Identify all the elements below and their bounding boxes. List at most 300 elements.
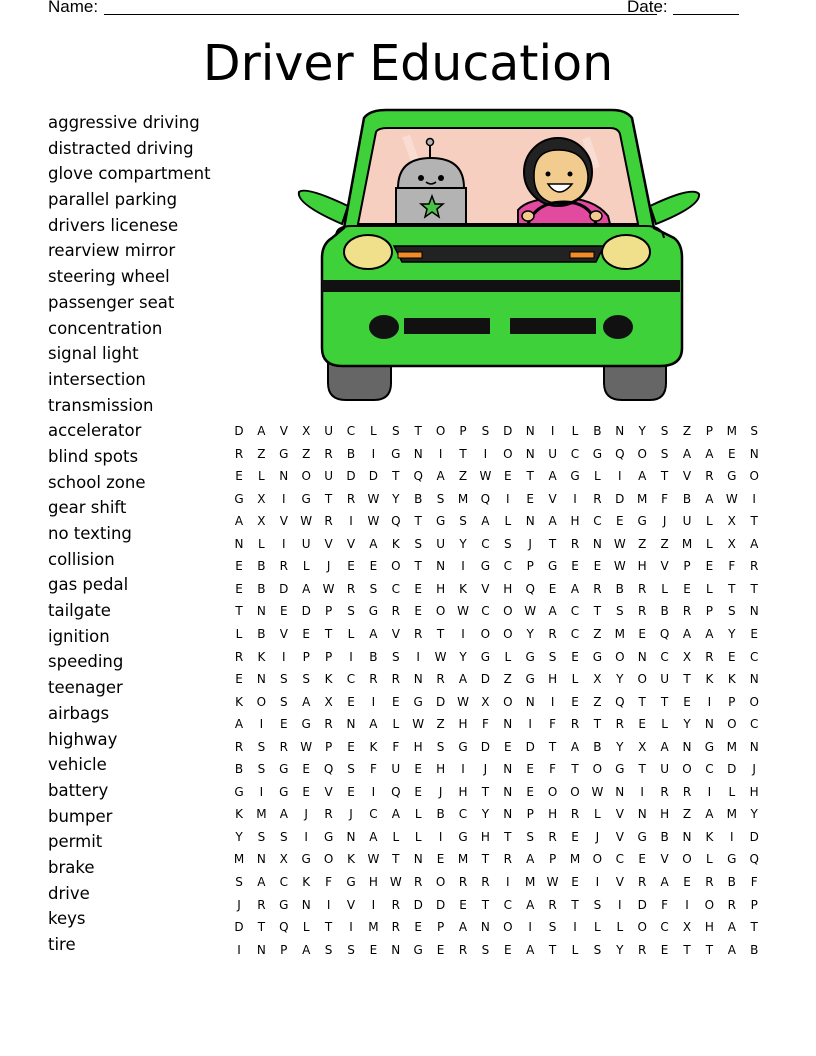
- grid-letter[interactable]: A: [481, 514, 490, 529]
- grid-letter[interactable]: N: [525, 514, 535, 529]
- grid-letter[interactable]: C: [346, 672, 356, 687]
- grid-letter[interactable]: V: [548, 491, 557, 506]
- grid-letter[interactable]: I: [349, 649, 353, 664]
- grid-letter[interactable]: C: [481, 604, 490, 619]
- grid-letter[interactable]: Q: [391, 784, 401, 799]
- grid-letter[interactable]: S: [279, 672, 288, 687]
- grid-letter[interactable]: E: [683, 694, 691, 709]
- grid-letter[interactable]: V: [279, 424, 288, 438]
- grid-letter[interactable]: E: [750, 626, 758, 641]
- grid-letter[interactable]: R: [481, 875, 490, 889]
- grid-letter[interactable]: M: [726, 424, 737, 438]
- grid-letter[interactable]: W: [434, 649, 447, 664]
- grid-letter[interactable]: H: [704, 920, 714, 935]
- grid-letter[interactable]: R: [705, 649, 714, 664]
- grid-letter[interactable]: R: [638, 581, 647, 596]
- grid-letter[interactable]: F: [481, 717, 489, 732]
- grid-letter[interactable]: G: [592, 649, 603, 664]
- grid-letter[interactable]: B: [369, 649, 378, 664]
- grid-letter[interactable]: R: [638, 604, 647, 619]
- grid-letter[interactable]: T: [571, 897, 579, 912]
- grid-letter[interactable]: O: [503, 626, 513, 641]
- grid-letter[interactable]: C: [346, 424, 356, 438]
- grid-letter[interactable]: K: [369, 739, 378, 754]
- grid-letter[interactable]: Q: [659, 626, 670, 641]
- grid-letter[interactable]: G: [279, 446, 289, 461]
- grid-letter[interactable]: N: [413, 852, 423, 867]
- grid-letter[interactable]: E: [302, 784, 310, 799]
- grid-letter[interactable]: E: [593, 559, 602, 574]
- grid-letter[interactable]: E: [638, 717, 646, 732]
- grid-letter[interactable]: X: [727, 536, 736, 551]
- grid-letter[interactable]: F: [728, 559, 736, 574]
- grid-letter[interactable]: O: [301, 469, 311, 484]
- grid-letter[interactable]: E: [302, 626, 310, 641]
- grid-letter[interactable]: D: [525, 739, 535, 754]
- grid-letter[interactable]: Z: [302, 446, 311, 461]
- grid-letter[interactable]: M: [614, 626, 625, 641]
- grid-letter[interactable]: E: [302, 762, 310, 777]
- grid-letter[interactable]: N: [256, 852, 266, 867]
- grid-letter[interactable]: J: [483, 762, 488, 777]
- grid-letter[interactable]: A: [727, 942, 736, 957]
- grid-letter[interactable]: I: [506, 875, 510, 889]
- grid-letter[interactable]: E: [347, 694, 355, 709]
- grid-letter[interactable]: U: [324, 424, 333, 438]
- grid-letter[interactable]: O: [435, 604, 446, 619]
- name-field[interactable]: [104, 14, 657, 15]
- grid-letter[interactable]: R: [660, 784, 669, 799]
- grid-letter[interactable]: A: [750, 536, 759, 551]
- grid-letter[interactable]: G: [727, 852, 737, 867]
- grid-letter[interactable]: I: [528, 717, 532, 732]
- grid-letter[interactable]: D: [368, 469, 379, 484]
- grid-letter[interactable]: L: [706, 852, 713, 867]
- grid-letter[interactable]: I: [461, 559, 465, 574]
- grid-letter[interactable]: P: [459, 424, 467, 438]
- grid-letter[interactable]: R: [324, 807, 333, 822]
- grid-letter[interactable]: K: [347, 852, 355, 867]
- grid-letter[interactable]: G: [570, 469, 580, 484]
- grid-letter[interactable]: U: [436, 536, 445, 551]
- grid-letter[interactable]: O: [682, 852, 692, 867]
- grid-letter[interactable]: B: [615, 581, 624, 596]
- grid-letter[interactable]: T: [324, 920, 333, 935]
- grid-letter[interactable]: A: [436, 469, 445, 484]
- grid-letter[interactable]: A: [705, 491, 714, 506]
- grid-letter[interactable]: L: [504, 514, 512, 529]
- grid-letter[interactable]: R: [324, 717, 333, 732]
- grid-letter[interactable]: Z: [638, 536, 647, 551]
- grid-letter[interactable]: G: [435, 514, 446, 529]
- grid-letter[interactable]: L: [706, 514, 713, 529]
- grid-letter[interactable]: G: [615, 762, 625, 777]
- grid-letter[interactable]: Y: [459, 649, 467, 664]
- grid-letter[interactable]: V: [279, 626, 288, 641]
- grid-letter[interactable]: T: [728, 581, 736, 596]
- grid-letter[interactable]: L: [414, 807, 422, 822]
- grid-letter[interactable]: T: [660, 694, 669, 709]
- grid-letter[interactable]: N: [749, 739, 759, 754]
- grid-letter[interactable]: E: [728, 649, 736, 664]
- grid-letter[interactable]: T: [392, 469, 400, 484]
- grid-letter[interactable]: S: [593, 897, 602, 912]
- grid-letter[interactable]: Z: [593, 694, 602, 709]
- grid-letter[interactable]: N: [615, 784, 625, 799]
- grid-letter[interactable]: R: [391, 897, 400, 912]
- grid-letter[interactable]: X: [324, 694, 333, 709]
- grid-letter[interactable]: D: [301, 604, 311, 619]
- grid-letter[interactable]: N: [301, 897, 311, 912]
- grid-letter[interactable]: R: [548, 829, 557, 844]
- grid-letter[interactable]: L: [661, 717, 668, 732]
- grid-letter[interactable]: A: [570, 739, 580, 754]
- grid-letter[interactable]: A: [682, 446, 692, 461]
- grid-letter[interactable]: C: [593, 514, 602, 529]
- grid-letter[interactable]: Z: [436, 717, 445, 732]
- grid-letter[interactable]: P: [526, 807, 534, 822]
- grid-letter[interactable]: T: [392, 852, 400, 867]
- grid-letter[interactable]: O: [682, 762, 692, 777]
- grid-letter[interactable]: O: [503, 446, 513, 461]
- grid-letter[interactable]: N: [637, 807, 647, 822]
- grid-letter[interactable]: M: [726, 739, 737, 754]
- grid-letter[interactable]: A: [234, 514, 244, 529]
- grid-letter[interactable]: B: [234, 762, 244, 777]
- grid-letter[interactable]: I: [640, 784, 644, 799]
- grid-letter[interactable]: A: [369, 717, 378, 732]
- grid-letter[interactable]: E: [347, 739, 355, 754]
- grid-letter[interactable]: R: [548, 626, 557, 641]
- grid-letter[interactable]: I: [483, 446, 488, 461]
- grid-letter[interactable]: G: [547, 559, 558, 574]
- grid-letter[interactable]: N: [346, 717, 356, 732]
- grid-letter[interactable]: A: [391, 807, 400, 822]
- grid-letter[interactable]: T: [481, 852, 490, 867]
- grid-letter[interactable]: G: [323, 829, 334, 844]
- grid-letter[interactable]: I: [752, 491, 756, 506]
- grid-letter[interactable]: M: [569, 852, 581, 867]
- grid-letter[interactable]: J: [528, 536, 532, 551]
- grid-letter[interactable]: I: [282, 536, 286, 551]
- grid-letter[interactable]: B: [682, 491, 692, 506]
- grid-letter[interactable]: G: [301, 491, 311, 506]
- grid-letter[interactable]: I: [528, 920, 532, 935]
- grid-letter[interactable]: R: [682, 784, 692, 799]
- grid-letter[interactable]: N: [525, 446, 535, 461]
- grid-letter[interactable]: S: [257, 829, 266, 844]
- grid-letter[interactable]: L: [661, 581, 668, 596]
- grid-letter[interactable]: B: [727, 875, 736, 889]
- grid-letter[interactable]: V: [660, 559, 669, 574]
- grid-letter[interactable]: G: [480, 649, 491, 664]
- grid-letter[interactable]: D: [480, 672, 491, 687]
- grid-letter[interactable]: K: [235, 694, 243, 709]
- grid-letter[interactable]: X: [593, 672, 602, 687]
- grid-letter[interactable]: C: [570, 626, 580, 641]
- grid-letter[interactable]: Q: [413, 469, 423, 484]
- grid-letter[interactable]: H: [548, 672, 558, 687]
- grid-letter[interactable]: S: [750, 424, 758, 438]
- grid-letter[interactable]: Y: [616, 739, 624, 754]
- grid-letter[interactable]: W: [524, 604, 537, 619]
- grid-letter[interactable]: R: [436, 672, 445, 687]
- grid-letter[interactable]: A: [526, 942, 535, 957]
- grid-letter[interactable]: N: [615, 424, 625, 438]
- grid-letter[interactable]: S: [727, 604, 736, 619]
- grid-letter[interactable]: E: [638, 852, 646, 867]
- grid-letter[interactable]: S: [660, 446, 669, 461]
- grid-letter[interactable]: Q: [279, 920, 289, 935]
- grid-letter[interactable]: G: [413, 694, 423, 709]
- grid-letter[interactable]: N: [704, 717, 714, 732]
- grid-letter[interactable]: Z: [682, 807, 692, 822]
- grid-letter[interactable]: I: [304, 829, 308, 844]
- grid-letter[interactable]: D: [435, 694, 446, 709]
- grid-letter[interactable]: I: [618, 469, 622, 484]
- grid-letter[interactable]: Q: [615, 694, 625, 709]
- grid-letter[interactable]: B: [414, 491, 423, 506]
- grid-letter[interactable]: R: [234, 649, 244, 664]
- grid-letter[interactable]: E: [728, 446, 736, 461]
- grid-letter[interactable]: T: [705, 942, 714, 957]
- grid-letter[interactable]: G: [391, 446, 401, 461]
- grid-letter[interactable]: T: [660, 469, 669, 484]
- grid-letter[interactable]: V: [615, 807, 624, 822]
- grid-letter[interactable]: S: [279, 829, 288, 844]
- grid-letter[interactable]: Q: [749, 852, 759, 867]
- grid-letter[interactable]: A: [369, 536, 378, 551]
- grid-letter[interactable]: N: [234, 536, 244, 551]
- grid-letter[interactable]: M: [256, 807, 267, 822]
- grid-letter[interactable]: L: [347, 626, 355, 641]
- grid-letter[interactable]: T: [750, 581, 758, 596]
- grid-letter[interactable]: H: [413, 739, 423, 754]
- grid-letter[interactable]: A: [257, 424, 266, 438]
- grid-letter[interactable]: G: [458, 829, 468, 844]
- grid-letter[interactable]: X: [682, 649, 692, 664]
- grid-letter[interactable]: E: [660, 942, 669, 957]
- grid-letter[interactable]: Q: [615, 446, 625, 461]
- grid-letter[interactable]: G: [234, 491, 244, 506]
- grid-letter[interactable]: A: [279, 807, 288, 822]
- grid-letter[interactable]: R: [727, 897, 736, 912]
- grid-letter[interactable]: S: [391, 424, 400, 438]
- grid-letter[interactable]: I: [438, 446, 443, 461]
- grid-letter[interactable]: I: [326, 897, 331, 912]
- grid-letter[interactable]: I: [371, 446, 376, 461]
- grid-letter[interactable]: U: [660, 672, 669, 687]
- grid-letter[interactable]: W: [367, 852, 380, 867]
- grid-letter[interactable]: P: [705, 604, 714, 619]
- grid-letter[interactable]: P: [436, 920, 445, 935]
- grid-letter[interactable]: L: [571, 672, 579, 687]
- grid-letter[interactable]: E: [235, 469, 243, 484]
- grid-letter[interactable]: S: [548, 649, 557, 664]
- grid-letter[interactable]: T: [436, 626, 445, 641]
- grid-letter[interactable]: U: [548, 446, 557, 461]
- grid-letter[interactable]: F: [549, 717, 557, 732]
- grid-letter[interactable]: W: [367, 514, 380, 529]
- grid-letter[interactable]: B: [660, 604, 669, 619]
- grid-letter[interactable]: C: [615, 852, 624, 867]
- grid-letter[interactable]: K: [391, 536, 400, 551]
- grid-letter[interactable]: E: [392, 694, 400, 709]
- grid-letter[interactable]: R: [593, 581, 602, 596]
- grid-letter[interactable]: N: [637, 649, 647, 664]
- grid-letter[interactable]: P: [705, 424, 714, 438]
- grid-letter[interactable]: R: [503, 852, 512, 867]
- grid-letter[interactable]: I: [371, 897, 376, 912]
- grid-letter[interactable]: W: [367, 491, 380, 506]
- grid-letter[interactable]: Z: [503, 672, 512, 687]
- grid-letter[interactable]: H: [749, 784, 759, 799]
- grid-letter[interactable]: F: [750, 875, 758, 889]
- grid-letter[interactable]: V: [324, 536, 333, 551]
- grid-letter[interactable]: E: [504, 942, 512, 957]
- grid-letter[interactable]: T: [324, 491, 333, 506]
- grid-letter[interactable]: R: [458, 942, 468, 957]
- grid-letter[interactable]: E: [548, 581, 557, 596]
- grid-letter[interactable]: N: [256, 604, 266, 619]
- grid-letter[interactable]: E: [369, 559, 378, 574]
- grid-letter[interactable]: M: [368, 920, 379, 935]
- grid-letter[interactable]: S: [593, 942, 602, 957]
- grid-letter[interactable]: M: [637, 491, 648, 506]
- grid-letter[interactable]: H: [458, 717, 468, 732]
- grid-letter[interactable]: W: [457, 604, 469, 619]
- grid-letter[interactable]: Z: [593, 626, 602, 641]
- grid-letter[interactable]: T: [750, 920, 758, 935]
- grid-letter[interactable]: A: [302, 581, 311, 596]
- grid-letter[interactable]: B: [257, 559, 266, 574]
- grid-letter[interactable]: K: [459, 581, 467, 596]
- grid-letter[interactable]: D: [727, 762, 737, 777]
- grid-letter[interactable]: X: [279, 852, 288, 867]
- grid-letter[interactable]: N: [256, 942, 266, 957]
- grid-letter[interactable]: V: [682, 469, 692, 484]
- grid-letter[interactable]: S: [548, 920, 557, 935]
- grid-letter[interactable]: A: [526, 897, 535, 912]
- grid-letter[interactable]: I: [282, 491, 286, 506]
- grid-letter[interactable]: T: [257, 920, 266, 935]
- grid-letter[interactable]: N: [413, 672, 423, 687]
- grid-letter[interactable]: C: [660, 649, 669, 664]
- grid-letter[interactable]: L: [392, 717, 400, 732]
- grid-letter[interactable]: P: [280, 942, 288, 957]
- grid-letter[interactable]: E: [436, 852, 445, 867]
- grid-letter[interactable]: L: [258, 536, 265, 551]
- grid-letter[interactable]: M: [726, 807, 737, 822]
- grid-letter[interactable]: E: [414, 604, 422, 619]
- grid-letter[interactable]: S: [235, 875, 243, 889]
- grid-letter[interactable]: A: [682, 626, 692, 641]
- grid-letter[interactable]: J: [326, 559, 331, 574]
- grid-letter[interactable]: V: [615, 829, 624, 844]
- grid-letter[interactable]: C: [749, 717, 759, 732]
- grid-letter[interactable]: O: [592, 852, 603, 867]
- grid-letter[interactable]: Y: [616, 672, 624, 687]
- grid-letter[interactable]: W: [591, 784, 604, 799]
- grid-letter[interactable]: R: [346, 491, 356, 506]
- grid-letter[interactable]: I: [259, 717, 264, 732]
- grid-letter[interactable]: G: [637, 829, 647, 844]
- grid-letter[interactable]: I: [371, 694, 376, 709]
- grid-letter[interactable]: R: [369, 672, 378, 687]
- grid-letter[interactable]: K: [235, 807, 243, 822]
- grid-letter[interactable]: N: [592, 536, 602, 551]
- grid-letter[interactable]: L: [302, 920, 310, 935]
- grid-letter[interactable]: T: [459, 446, 467, 461]
- grid-letter[interactable]: R: [257, 897, 266, 912]
- grid-letter[interactable]: I: [237, 942, 241, 957]
- grid-letter[interactable]: Q: [391, 514, 401, 529]
- grid-letter[interactable]: O: [615, 649, 625, 664]
- grid-letter[interactable]: A: [369, 626, 378, 641]
- grid-letter[interactable]: A: [638, 469, 647, 484]
- grid-letter[interactable]: C: [391, 581, 400, 596]
- grid-letter[interactable]: Z: [458, 469, 468, 484]
- grid-letter[interactable]: S: [347, 942, 355, 957]
- grid-letter[interactable]: G: [458, 739, 468, 754]
- grid-letter[interactable]: K: [727, 672, 736, 687]
- grid-letter[interactable]: G: [525, 672, 535, 687]
- grid-letter[interactable]: D: [413, 897, 423, 912]
- grid-letter[interactable]: L: [302, 559, 310, 574]
- grid-letter[interactable]: Q: [525, 581, 535, 596]
- grid-letter[interactable]: E: [436, 942, 445, 957]
- grid-letter[interactable]: X: [257, 491, 266, 506]
- grid-letter[interactable]: E: [414, 920, 422, 935]
- grid-letter[interactable]: L: [414, 829, 422, 844]
- grid-letter[interactable]: A: [570, 581, 580, 596]
- grid-letter[interactable]: T: [548, 739, 557, 754]
- grid-letter[interactable]: A: [660, 875, 669, 889]
- grid-letter[interactable]: R: [638, 942, 647, 957]
- grid-letter[interactable]: L: [706, 536, 713, 551]
- grid-letter[interactable]: I: [730, 829, 734, 844]
- grid-letter[interactable]: T: [235, 604, 243, 619]
- grid-letter[interactable]: R: [593, 491, 602, 506]
- grid-letter[interactable]: I: [349, 920, 353, 935]
- grid-letter[interactable]: C: [369, 807, 378, 822]
- grid-letter[interactable]: C: [660, 920, 669, 935]
- grid-letter[interactable]: B: [593, 424, 602, 438]
- date-field[interactable]: [673, 14, 739, 15]
- grid-letter[interactable]: G: [413, 942, 423, 957]
- grid-letter[interactable]: J: [595, 829, 600, 844]
- grid-letter[interactable]: T: [481, 897, 490, 912]
- grid-letter[interactable]: S: [302, 672, 310, 687]
- grid-letter[interactable]: E: [459, 897, 467, 912]
- grid-letter[interactable]: I: [461, 762, 465, 777]
- grid-letter[interactable]: L: [235, 626, 243, 641]
- grid-letter[interactable]: P: [302, 649, 310, 664]
- grid-letter[interactable]: F: [661, 491, 669, 506]
- grid-letter[interactable]: K: [705, 672, 714, 687]
- grid-letter[interactable]: A: [548, 604, 557, 619]
- grid-letter[interactable]: S: [257, 762, 266, 777]
- grid-letter[interactable]: U: [660, 762, 669, 777]
- grid-letter[interactable]: O: [256, 694, 267, 709]
- grid-letter[interactable]: R: [570, 536, 580, 551]
- grid-letter[interactable]: X: [727, 514, 736, 529]
- grid-letter[interactable]: A: [705, 446, 714, 461]
- grid-letter[interactable]: E: [571, 649, 579, 664]
- grid-letter[interactable]: P: [324, 604, 333, 619]
- grid-letter[interactable]: V: [346, 897, 356, 912]
- grid-letter[interactable]: O: [435, 424, 446, 438]
